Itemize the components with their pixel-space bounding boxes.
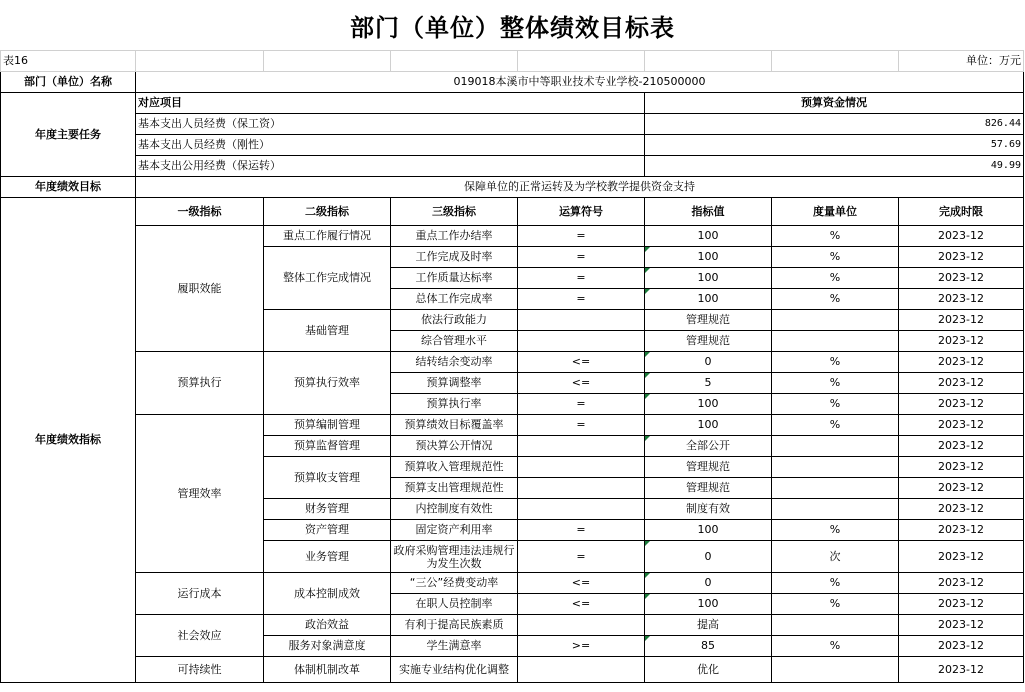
operator: <= (518, 594, 645, 615)
task-item-header: 对应项目 (136, 93, 645, 114)
deadline: 2023-12 (899, 415, 1024, 436)
tasks-label: 年度主要任务 (1, 93, 136, 177)
col-header: 一级指标 (136, 198, 264, 226)
deadline: 2023-12 (899, 247, 1024, 268)
indicator-value: 100 (645, 594, 772, 615)
measure-unit: % (772, 520, 899, 541)
level3-indicator: 依法行政能力 (391, 310, 518, 331)
indicator-value: 管理规范 (645, 478, 772, 499)
operator: = (518, 394, 645, 415)
operator (518, 615, 645, 636)
col-header: 运算符号 (518, 198, 645, 226)
measure-unit (772, 310, 899, 331)
deadline: 2023-12 (899, 289, 1024, 310)
indicator-value: 100 (645, 289, 772, 310)
level3-indicator: 工作质量达标率 (391, 268, 518, 289)
operator: = (518, 247, 645, 268)
measure-unit (772, 457, 899, 478)
deadline: 2023-12 (899, 478, 1024, 499)
indicator-value: 管理规范 (645, 457, 772, 478)
level2-indicator: 业务管理 (264, 541, 391, 573)
performance-table (0, 50, 1024, 683)
level3-indicator: 重点工作办结率 (391, 226, 518, 247)
indicator-value: 提高 (645, 615, 772, 636)
operator: = (518, 289, 645, 310)
operator (518, 436, 645, 457)
operator: >= (518, 636, 645, 657)
level3-indicator: 预决算公开情况 (391, 436, 518, 457)
indicator-row (1, 573, 1024, 594)
operator: = (518, 520, 645, 541)
level2-indicator: 预算编制管理 (264, 415, 391, 436)
goal-value: 保障单位的正常运转及为学校教学提供资金支持 (136, 177, 1024, 198)
level3-indicator: 工作完成及时率 (391, 247, 518, 268)
measure-unit (772, 331, 899, 352)
operator (518, 310, 645, 331)
level1-indicator: 运行成本 (136, 573, 264, 615)
indicator-value: 85 (645, 636, 772, 657)
task-amount: 57.69 (645, 135, 1024, 156)
level2-indicator: 资产管理 (264, 520, 391, 541)
deadline: 2023-12 (899, 636, 1024, 657)
task-name: 基本支出人员经费（保工资） (136, 114, 645, 135)
level2-indicator: 基础管理 (264, 310, 391, 352)
operator: <= (518, 573, 645, 594)
measure-unit: % (772, 394, 899, 415)
task-name: 基本支出人员经费（刚性） (136, 135, 645, 156)
deadline: 2023-12 (899, 352, 1024, 373)
deadline: 2023-12 (899, 520, 1024, 541)
level1-indicator: 履职效能 (136, 226, 264, 352)
goal-row (1, 177, 1024, 198)
indicator-value: 100 (645, 415, 772, 436)
deadline: 2023-12 (899, 394, 1024, 415)
level1-indicator: 社会效应 (136, 615, 264, 657)
level3-indicator: 学生满意率 (391, 636, 518, 657)
measure-unit (772, 499, 899, 520)
level2-indicator: 重点工作履行情况 (264, 226, 391, 247)
operator: <= (518, 373, 645, 394)
measure-unit: % (772, 594, 899, 615)
deadline: 2023-12 (899, 615, 1024, 636)
level2-indicator: 预算监督管理 (264, 436, 391, 457)
col-header: 度量单位 (772, 198, 899, 226)
level1-indicator: 可持续性 (136, 657, 264, 683)
operator (518, 478, 645, 499)
deadline: 2023-12 (899, 226, 1024, 247)
indicator-row (1, 352, 1024, 373)
level2-indicator: 成本控制成效 (264, 573, 391, 615)
indicator-value: 0 (645, 352, 772, 373)
table-number: 表16 (1, 51, 136, 72)
operator: = (518, 541, 645, 573)
operator (518, 457, 645, 478)
deadline: 2023-12 (899, 541, 1024, 573)
operator: = (518, 415, 645, 436)
level3-indicator: “三公”经费变动率 (391, 573, 518, 594)
indicator-value: 5 (645, 373, 772, 394)
indicators-label: 年度绩效指标 (1, 198, 136, 683)
indicator-value: 100 (645, 247, 772, 268)
deadline: 2023-12 (899, 594, 1024, 615)
task-amount: 49.99 (645, 156, 1024, 177)
measure-unit: % (772, 415, 899, 436)
unit-label: 单位：万元 (899, 51, 1024, 72)
indicator-value: 全部公开 (645, 436, 772, 457)
dept-label: 部门（单位）名称 (1, 72, 136, 93)
level1-indicator: 管理效率 (136, 415, 264, 573)
measure-unit: % (772, 247, 899, 268)
level2-indicator: 预算收支管理 (264, 457, 391, 499)
measure-unit: % (772, 289, 899, 310)
col-header: 完成时限 (899, 198, 1024, 226)
level3-indicator: 政府采购管理违法违规行为发生次数 (391, 541, 518, 573)
indicator-value: 优化 (645, 657, 772, 683)
measure-unit (772, 615, 899, 636)
col-header: 二级指标 (264, 198, 391, 226)
level3-indicator: 固定资产利用率 (391, 520, 518, 541)
level3-indicator: 有利于提高民族素质 (391, 615, 518, 636)
task-amount: 826.44 (645, 114, 1024, 135)
deadline: 2023-12 (899, 457, 1024, 478)
deadline: 2023-12 (899, 499, 1024, 520)
indicator-row (1, 415, 1024, 436)
page-title: 部门（单位）整体绩效目标表 (350, 12, 675, 42)
task-budget-header: 预算资金情况 (645, 93, 1024, 114)
dept-row (1, 72, 1024, 93)
level2-indicator: 服务对象满意度 (264, 636, 391, 657)
operator: = (518, 268, 645, 289)
table-header-row (1, 51, 1024, 72)
indicator-row (1, 657, 1024, 683)
measure-unit: % (772, 352, 899, 373)
indicator-value: 100 (645, 226, 772, 247)
level3-indicator: 实施专业结构优化调整 (391, 657, 518, 683)
level2-indicator: 政治效益 (264, 615, 391, 636)
deadline: 2023-12 (899, 436, 1024, 457)
indicator-value: 0 (645, 573, 772, 594)
level3-indicator: 在职人员控制率 (391, 594, 518, 615)
level3-indicator: 综合管理水平 (391, 331, 518, 352)
goal-label: 年度绩效目标 (1, 177, 136, 198)
indicator-value: 制度有效 (645, 499, 772, 520)
level3-indicator: 内控制度有效性 (391, 499, 518, 520)
level1-indicator: 预算执行 (136, 352, 264, 415)
col-header: 指标值 (645, 198, 772, 226)
measure-unit: % (772, 636, 899, 657)
indicator-value: 100 (645, 520, 772, 541)
measure-unit (772, 657, 899, 683)
level2-indicator: 体制机制改革 (264, 657, 391, 683)
task-row (1, 114, 1024, 135)
level2-indicator: 整体工作完成情况 (264, 247, 391, 310)
level3-indicator: 预算收入管理规范性 (391, 457, 518, 478)
operator: = (518, 226, 645, 247)
level3-indicator: 总体工作完成率 (391, 289, 518, 310)
deadline: 2023-12 (899, 268, 1024, 289)
col-header: 三级指标 (391, 198, 518, 226)
task-header-row (1, 93, 1024, 114)
operator: <= (518, 352, 645, 373)
indicator-value: 100 (645, 268, 772, 289)
level3-indicator: 预算支出管理规范性 (391, 478, 518, 499)
measure-unit (772, 436, 899, 457)
measure-unit: % (772, 226, 899, 247)
indicator-value: 管理规范 (645, 310, 772, 331)
level2-indicator: 财务管理 (264, 499, 391, 520)
deadline: 2023-12 (899, 573, 1024, 594)
deadline: 2023-12 (899, 310, 1024, 331)
level2-indicator: 预算执行效率 (264, 352, 391, 415)
indicator-row (1, 615, 1024, 636)
measure-unit: % (772, 573, 899, 594)
indicator-value: 100 (645, 394, 772, 415)
level3-indicator: 预算调整率 (391, 373, 518, 394)
operator (518, 331, 645, 352)
indicator-value: 管理规范 (645, 331, 772, 352)
task-name: 基本支出公用经费（保运转） (136, 156, 645, 177)
deadline: 2023-12 (899, 373, 1024, 394)
measure-unit: % (772, 268, 899, 289)
operator (518, 499, 645, 520)
indicator-header-row (1, 198, 1024, 226)
measure-unit: 次 (772, 541, 899, 573)
operator (518, 657, 645, 683)
task-row (1, 156, 1024, 177)
task-row (1, 135, 1024, 156)
level3-indicator: 预算执行率 (391, 394, 518, 415)
level3-indicator: 结转结余变动率 (391, 352, 518, 373)
measure-unit: % (772, 373, 899, 394)
measure-unit (772, 478, 899, 499)
indicator-row (1, 226, 1024, 247)
deadline: 2023-12 (899, 331, 1024, 352)
level3-indicator: 预算绩效目标覆盖率 (391, 415, 518, 436)
dept-value: 019018本溪市中等职业技术专业学校-210500000 (136, 72, 1024, 93)
deadline: 2023-12 (899, 657, 1024, 683)
indicator-value: 0 (645, 541, 772, 573)
